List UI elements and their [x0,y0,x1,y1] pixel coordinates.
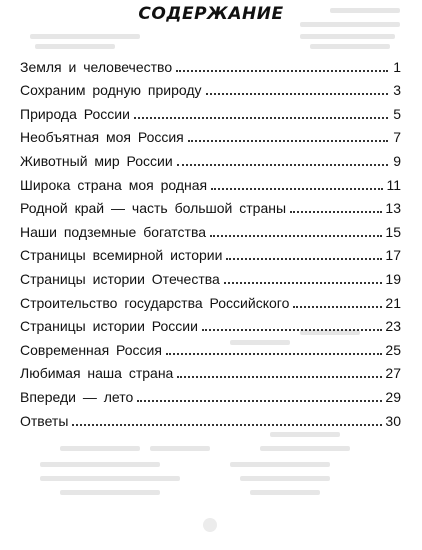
dot-leader [188,139,388,142]
toc-entry-page-number: 23 [385,318,401,335]
toc-entry-page-number: 29 [385,388,401,405]
dot-leader [177,163,388,166]
dot-leader [211,187,383,190]
toc-entry-title: Любимая наша страна [20,365,174,382]
toc-entry-title: Современная Россия [20,341,162,358]
dot-leader [72,423,382,426]
toc-entry-title: Необъятная моя Россия [20,129,184,146]
dot-leader [226,257,382,260]
toc-entry[interactable] [20,51,401,75]
toc-entry-title: Сохраним родную природу [20,82,202,99]
dot-leader [293,305,382,308]
toc-entry-page-number: 1 [393,58,401,75]
dot-leader [290,210,382,213]
toc-entry-title: Страницы всемирной истории [20,247,223,264]
toc-entry[interactable] [20,334,401,358]
dot-leader [134,116,388,119]
dot-leader [224,281,383,284]
toc-entry[interactable] [20,216,401,240]
toc-entry-title: Природа России [20,105,130,122]
page-number-marker [203,518,217,532]
toc-entry[interactable] [20,122,401,146]
toc-entry-page-number: 7 [393,129,401,146]
dot-leader [137,399,382,402]
toc-entry-title: Страницы истории Отечества [20,270,220,287]
toc-entry-page-number: 25 [385,341,401,358]
toc-entry-page-number: 15 [385,223,401,240]
toc-entry[interactable] [20,311,401,335]
toc-entry-title: Широка страна моя родная [20,176,208,193]
toc-entry-page-number: 17 [385,247,401,264]
toc-entry-title: Страницы истории России [20,318,198,335]
table-of-contents [20,51,401,429]
toc-entry-page-number: 3 [393,82,401,99]
toc-entry[interactable] [20,287,401,311]
toc-entry-page-number: 13 [385,200,401,217]
dot-leader [166,352,382,355]
toc-entry[interactable] [20,145,401,169]
toc-entry[interactable] [20,381,401,405]
toc-entry[interactable] [20,169,401,193]
toc-entry-page-number: 30 [385,412,401,429]
dot-leader [210,234,382,237]
toc-entry-title: Строительство государства Российского [20,294,290,311]
toc-entry[interactable] [20,75,401,99]
toc-entry[interactable] [20,358,401,382]
dot-leader [177,375,382,378]
toc-entry-page-number: 21 [385,294,401,311]
toc-entry-page-number: 27 [385,365,401,382]
toc-entry[interactable] [20,98,401,122]
toc-entry-title: Наши подземные богатства [20,223,207,240]
toc-entry-title: Родной край — часть большой страны [20,200,287,217]
toc-entry[interactable] [20,405,401,429]
dot-leader [176,69,388,72]
toc-entry-title: Земля и человечество [20,58,173,75]
toc-entry-page-number: 9 [393,152,401,169]
toc-entry-page-number: 5 [393,105,401,122]
dot-leader [202,328,382,331]
toc-entry[interactable] [20,263,401,287]
toc-entry-page-number: 19 [385,270,401,287]
toc-entry-page-number: 11 [386,176,401,193]
toc-entry-title: Ответы [20,412,69,429]
page-title: СОДЕРЖАНИЕ [138,4,284,24]
toc-entry-title: Животный мир России [20,152,173,169]
toc-entry-title: Впереди — лето [20,388,134,405]
dot-leader [206,92,388,95]
toc-entry[interactable] [20,240,401,264]
toc-entry[interactable] [20,193,401,217]
